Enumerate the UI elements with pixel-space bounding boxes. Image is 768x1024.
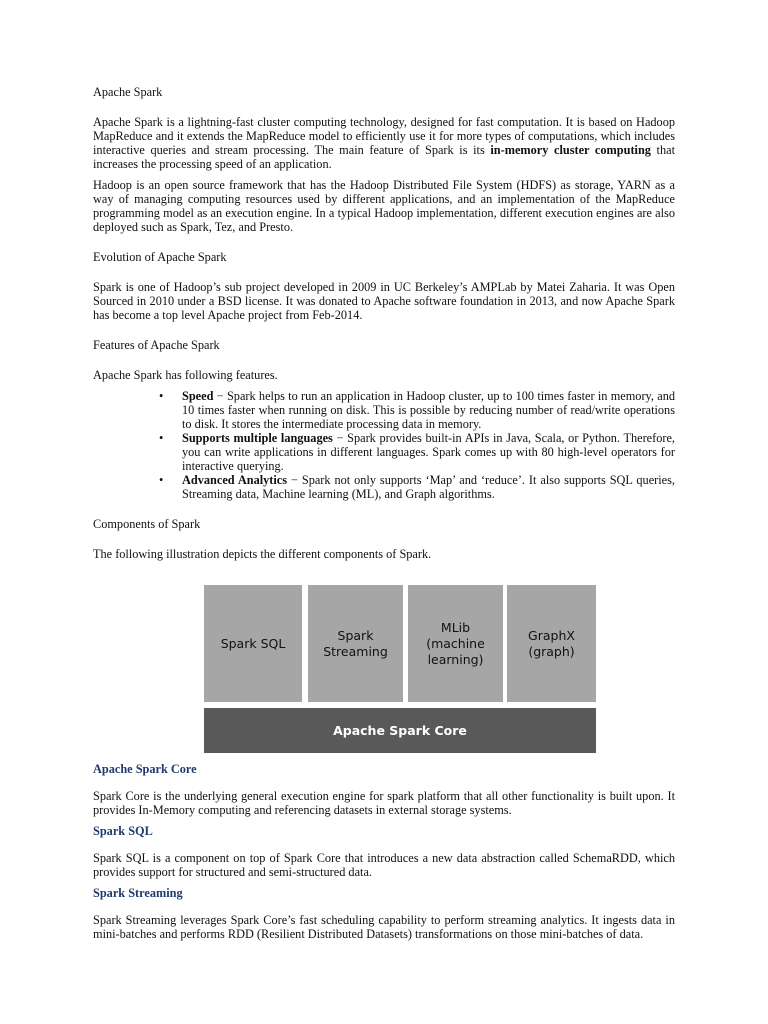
components-intro: The following illustration depicts the different components of Spark.	[93, 547, 432, 561]
box-graphx: GraphX (graph)	[507, 585, 596, 702]
box-spark-streaming: Spark Streaming	[308, 585, 403, 702]
box-spark-sql: Spark SQL	[204, 585, 302, 702]
spark-components-diagram	[204, 585, 596, 753]
evolution-paragraph: Spark is one of Hadoop’s sub project developed in 2009 in UC Berkeley’s AMPLab by Matei Zaharia. It was Open Sourced in 2010 under a BSD license. It was donated to Apache software foundation in 2013, and now Apache Spark has become a top level Apache project from Feb-2014.	[93, 280, 675, 322]
section-text-sql: Spark SQL is a component on top of Spark Core that introduces a new data abstraction called SchemaRDD, which provides support for structured and semi-structured data.	[93, 851, 675, 879]
section-heading-core: Apache Spark Core	[93, 762, 197, 776]
section-text-streaming: Spark Streaming leverages Spark Core’s fast scheduling capability to perform streaming analytics. It ingests data in mini-batches and performs RDD (Resilient Distributed Datasets) transformations on those mini-batches of data.	[93, 913, 675, 941]
feature-item: • Speed − Spark helps to run an application in Hadoop cluster, up to 100 times faster in memory, and 10 times faster when running on disk. This is possible by reducing number of read/write operations to disk. It stores the intermediate processing data in memory.	[159, 389, 676, 431]
bullet-icon: •	[159, 473, 164, 487]
components-heading: Components of Spark	[93, 517, 201, 531]
feature-item: • Supports multiple languages − Spark provides built-in APIs in Java, Scala, or Python. Therefore, you can write applications in different languages. Spark comes up with 80 high-level operators for interactive querying.	[159, 431, 675, 473]
bullet-icon: •	[159, 431, 164, 445]
intro-paragraph-1: Apache Spark is a lightning-fast cluster computing technology, designed for fast computation. It is based on Hadoop MapReduce and it extends the MapReduce model to efficiently use it for more types of computations, which includes interactive queries and stream processing. The main feature of Spark is its in-memory cluster computing that increases the processing speed of an application.	[93, 115, 675, 171]
feature-item: • Advanced Analytics − Spark not only supports ‘Map’ and ‘reduce’. It also supports SQL queries, Streaming data, Machine learning (ML), and Graph algorithms.	[159, 473, 675, 501]
box-apache-spark-core: Apache Spark Core	[204, 708, 596, 753]
section-text-core: Spark Core is the underlying general execution engine for spark platform that all other functionality is built upon. It provides In-Memory computing and referencing datasets in external storage systems.	[93, 789, 675, 817]
evolution-heading: Evolution of Apache Spark	[93, 250, 227, 264]
document-body	[93, 85, 675, 941]
intro-paragraph-2: Hadoop is an open source framework that has the Hadoop Distributed File System (HDFS) as storage, YARN as a way of managing computing resources used by different applications, and an implementation of the MapReduce programming model as an execution engine. In a typical Hadoop implementation, different execution engines are also deployed such as Spark, Tez, and Presto.	[93, 178, 675, 234]
bullet-icon: •	[159, 389, 164, 403]
box-mlib: MLib (machine learning)	[408, 585, 503, 702]
features-list	[93, 389, 675, 501]
features-heading: Features of Apache Spark	[93, 338, 220, 352]
section-heading-streaming: Spark Streaming	[93, 886, 183, 900]
doc-title: Apache Spark	[93, 85, 163, 99]
features-intro: Apache Spark has following features.	[93, 368, 278, 382]
section-heading-sql: Spark SQL	[93, 824, 153, 838]
